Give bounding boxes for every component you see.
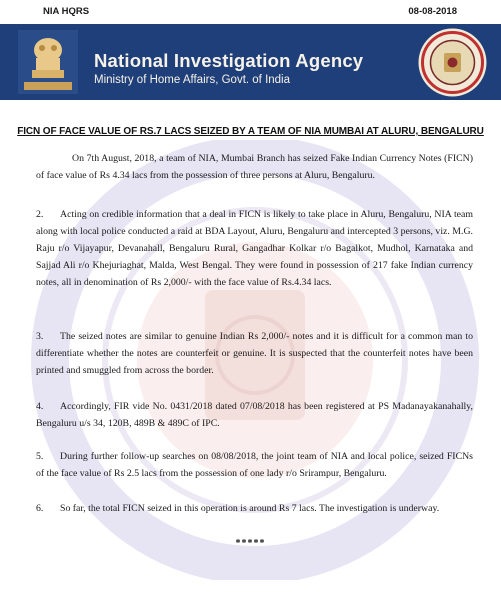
- national-emblem-icon: [10, 28, 86, 96]
- end-mark: *****: [235, 538, 266, 549]
- paragraph-text: Acting on credible information that a deal in FICN is likely to take place in Aluru, Bengaluru, NIA team along with local police conducted a raid at BDA Layout, Aluru, Bengaluru and intercepted 3 persons, viz. M.G. Raju r/o Vijayapur, Devanahall, Bengaluru Rural, Gangadhar Kolkar r/o Bagalkot, Mudhol, Karnataka and Sajjad Ali r/o Khejuriaghat, Malda, West Bengal. They were found in possession of 217 fake Indian currency notes, all in denomination of Rs 2,000/- with the face value of Rs.4.34 lacs.: [36, 209, 473, 288]
- hq-label: NIA HQRS: [43, 6, 90, 17]
- paragraph-number: 5.: [36, 451, 44, 462]
- agency-name: National Investigation Agency: [94, 50, 364, 71]
- paragraph-text: The seized notes are similar to genuine Indian Rs 2,000/- notes and it is difficult for a common man to differentiate whether the notes are counterfeit or genuine. It is suspected that the counterfeit notes have been printed and smuggled from across the border.: [36, 331, 473, 376]
- paragraph-text: On 7th August, 2018, a team of NIA, Mumbai Branch has seized Fake Indian Currency Notes (FICN) of face value of Rs 4.34 lacs from the possession of three persons at Aluru, Bengaluru.: [36, 153, 473, 181]
- paragraph-4: [36, 398, 473, 432]
- paragraph-number: 4.: [36, 401, 44, 412]
- paragraph-1: [36, 150, 473, 184]
- paragraph-text: During further follow-up searches on 08/08/2018, the joint team of NIA and local police, seized FICNs of the face value of Rs 2.5 lacs from the possession of one lady r/o Srirampur, Bengaluru.: [36, 451, 473, 479]
- document-title: FICN OF FACE VALUE OF RS.7 LACS SEIZED BY A TEAM OF NIA MUMBAI AT ALURU, BENGALURU: [17, 126, 484, 137]
- paragraph-number: 6.: [36, 503, 44, 514]
- paragraph-text: Accordingly, FIR vide No. 0431/2018 dated 07/08/2018 has been registered at PS Madanayakanahally, Bengaluru u/s 34, 120B, 489B & 489C of IPC.: [36, 401, 473, 429]
- paragraph-number: 3.: [36, 331, 44, 342]
- paragraph-number: 2.: [36, 209, 44, 220]
- paragraph-text: So far, the total FICN seized in this operation is around Rs 7 lacs. The investigation is underway.: [60, 503, 440, 514]
- release-date: 08-08-2018: [408, 6, 457, 17]
- top-line: [0, 0, 501, 22]
- paragraph-2: [36, 206, 473, 291]
- paragraph-3: [36, 328, 473, 379]
- agency-banner: [0, 24, 501, 100]
- nia-seal-icon: [417, 27, 488, 98]
- paragraph-5: [36, 448, 473, 482]
- ministry-name: Ministry of Home Affairs, Govt. of India: [94, 74, 290, 86]
- paragraph-6: [36, 500, 473, 517]
